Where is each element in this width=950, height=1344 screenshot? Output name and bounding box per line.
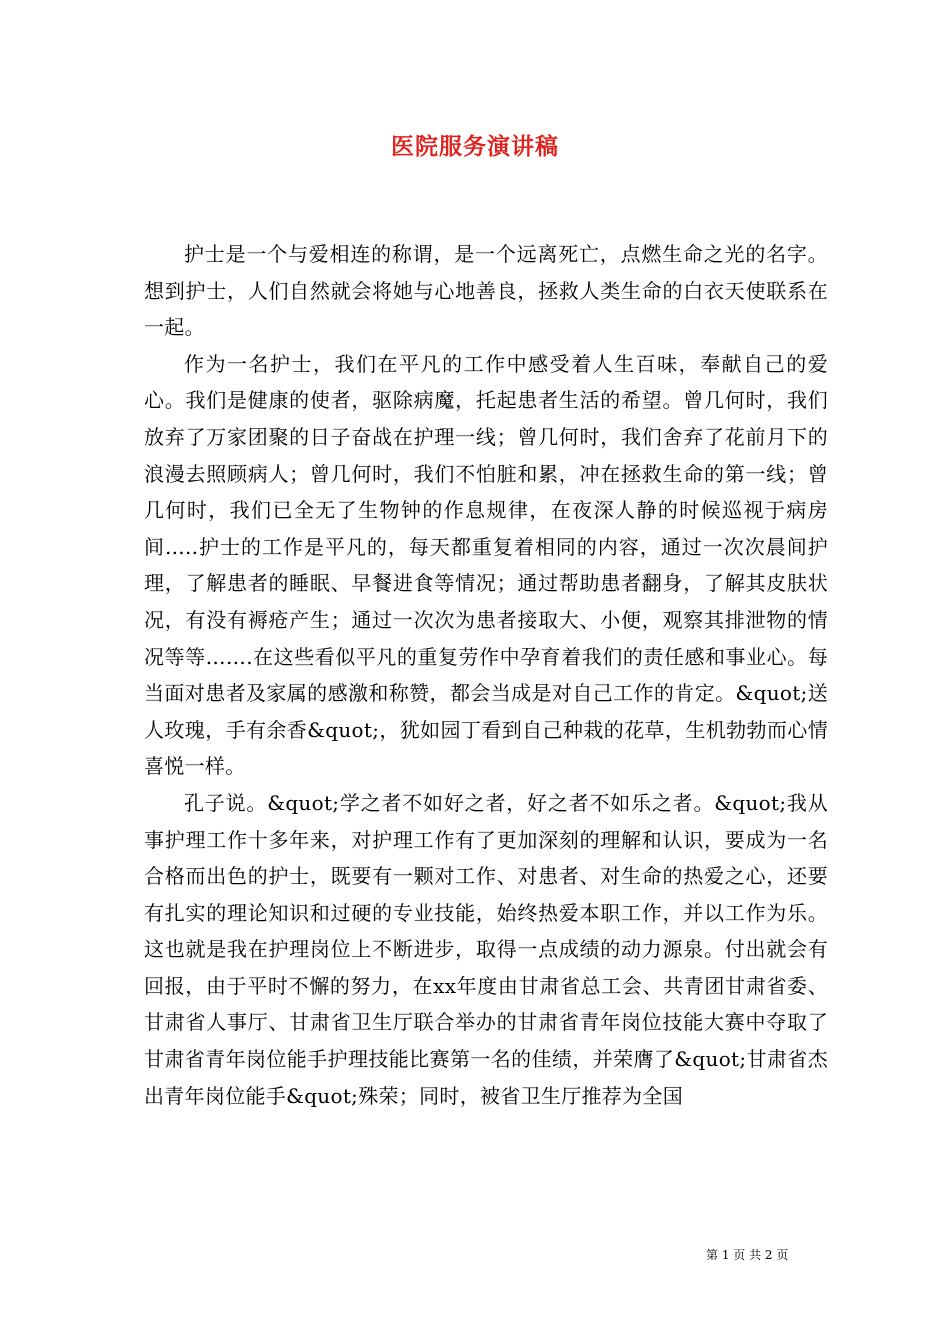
paragraph-1: 护士是一个与爱相连的称谓，是一个远离死亡，点燃生命之光的名字。想到护士，人们自然就会将她与心地善良，拯救人类生命的白衣天使联系在一起。 — [144, 242, 828, 340]
paragraph-3: 孔子说。&quot;学之者不如好之者，好之者不如乐之者。&quot;我从事护理工作十多年来，对护理工作有了更加深刻的理解和认识，要成为一名合格而出色的护士，既要有一颗对工作、对患者、对生命的热爱之心，还要有扎实的理论知识和过硬的专业技能，始终热爱本职工作，并以工作为乐。这也就是我在护理岗位上不断进步，取得一点成绩的动力源泉。付出就会有回报，由于平时不懈的努力，在xx年度由甘肃省总工会、共青团甘肃省委、甘肃省人事厅、甘肃省卫生厅联合举办的甘肃省青年岗位技能大赛中夺取了甘肃省青年岗位能手护理技能比赛第一名的佳绩，并荣膺了&quot;甘肃省杰出青年岗位能手&quot;殊荣；同时，被省卫生厅推荐为全国 — [144, 790, 828, 1108]
page-number-footer: 第 1 页 共 2 页 — [706, 1248, 789, 1262]
document-body — [144, 236, 828, 1114]
paragraph-2: 作为一名护士，我们在平凡的工作中感受着人生百味，奉献自己的爱心。我们是健康的使者，驱除病魔，托起患者生活的希望。曾几何时，我们放弃了万家团聚的日子奋战在护理一线；曾几何时，我们舍弃了花前月下的浪漫去照顾病人；曾几何时，我们不怕脏和累，冲在拯救生命的第一线；曾几何时，我们已全无了生物钟的作息规律，在夜深人静的时候巡视于病房间.....护士的工作是平凡的，每天都重复着相同的内容，通过一次次晨间护理，了解患者的睡眠、早餐进食等情况；通过帮助患者翻身，了解其皮肤状况，有没有褥疮产生；通过一次次为患者接取大、小便，观察其排泄物的情况等等…….在这些看似平凡的重复劳作中孕育着我们的责任感和事业心。每当面对患者及家属的感激和称赞，都会当成是对自己工作的肯定。&quot;送人玫瑰，手有余香&quot;，犹如园丁看到自己种栽的花草，生机勃勃而心情喜悦一样。 — [144, 351, 828, 779]
document-title: 医院服务演讲稿 — [391, 133, 559, 160]
